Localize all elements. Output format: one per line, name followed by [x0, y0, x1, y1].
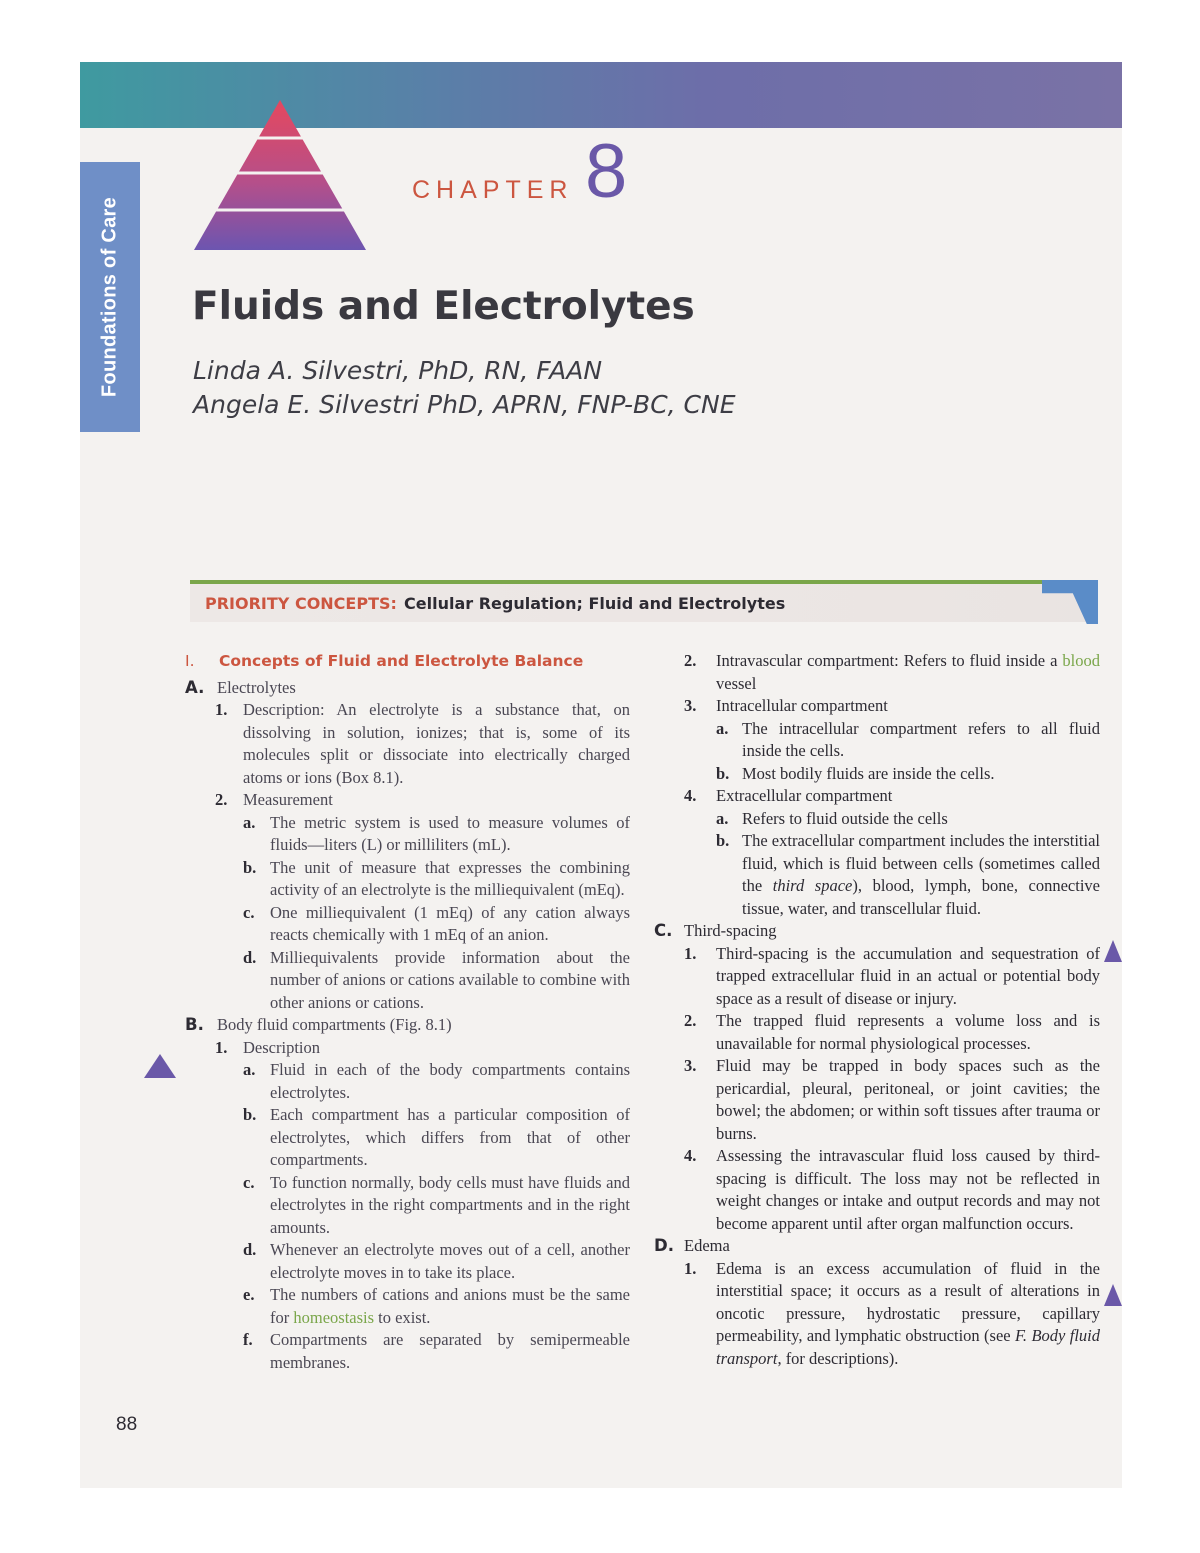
outline-item: b. The unit of measure that expresses the combining activity of an electrolyte is the milliequivalent (mEq).	[243, 857, 630, 899]
outline-item: d. Milliequivalents provide information about the number of anions or cations available to combine with other anions or cations.	[243, 947, 630, 1012]
outline-item: a. Refers to fluid outside the cells	[716, 808, 948, 828]
author-line: Linda A. Silvestri, PhD, RN, FAAN	[193, 356, 603, 385]
chapter-label: CHAPTER	[412, 176, 574, 204]
outline-item: 1. Edema is an excess accumulation of fluid in the interstitial space; it occurs as a result of alterations in oncotic pressure, hydrostatic pressure, capillary permeability, and lymphatic obstruction (see F. Body fluid transport, for descriptions).	[684, 1258, 1100, 1368]
pyramid-icon	[190, 98, 370, 252]
section-side-tab	[80, 162, 140, 432]
outline-item: 1. Description	[215, 1037, 320, 1057]
chapter-title: Fluids and Electrolytes	[192, 284, 695, 329]
priority-triangle-icon	[1104, 940, 1122, 962]
priority-concepts-label: PRIORITY CONCEPTS:	[205, 594, 397, 613]
outline-item: 3. Fluid may be trapped in body spaces such as the pericardial, pleural, peritoneal, or joint cavities; the bowel; the abdomen; or within soft tissues after trauma or burns.	[684, 1056, 1100, 1143]
outline-item: b. Most bodily fluids are inside the cells.	[716, 763, 995, 783]
outline-item: 2. Measurement	[215, 790, 333, 809]
outline-item: B. Body fluid compartments (Fig. 8.1)	[185, 1015, 452, 1034]
priority-triangle-icon	[1104, 1284, 1122, 1306]
outline-item: 1. Third-spacing is the accumulation and sequestration of trapped extracellular fluid in an actual or potential body space as a result of disease or injury.	[684, 943, 1100, 1008]
outline-item: 4. Assessing the intravascular fluid loss caused by third-spacing is difficult. The loss may not be reflected in weight changes or intake and output records and may not become apparent until after organ malfunction occurs.	[684, 1146, 1100, 1233]
priority-concepts-value: Cellular Regulation; Fluid and Electrolytes	[404, 594, 786, 613]
priority-triangle-icon	[144, 1054, 176, 1078]
outline-item: 2. Intravascular compartment: Refers to fluid inside a blood vessel	[684, 651, 1100, 693]
outline-item: D. Edema	[654, 1236, 730, 1255]
outline-item: a. The intracellular compartment refers to all fluid inside the cells.	[716, 718, 1100, 760]
outline-item: e. The numbers of cations and anions must be the same for homeostasis to exist.	[243, 1285, 630, 1327]
section-heading: I. Concepts of Fluid and Electrolyte Balance	[185, 652, 584, 670]
outline-item: b. The extracellular compartment includes the interstitial fluid, which is fluid between cells (sometimes called the third space), blood, lymph, bone, connective tissue, water, and transcellular fluid.	[716, 831, 1100, 918]
glossary-link-blood[interactable]: blood	[1062, 651, 1100, 670]
glossary-link-homeostasis[interactable]: homeostasis	[293, 1307, 375, 1327]
right-column	[654, 650, 1100, 1370]
outline-item: 1. Description: An electrolyte is a substance that, on dissolving in solution, ionizes; that is, some of its molecules split or dissociate into electrically charged atoms or ions (Box 8.1).	[215, 700, 630, 787]
outline-item: c. One milliequivalent (1 mEq) of any cation always reacts chemically with 1 mEq of an anion.	[243, 902, 630, 944]
chapter-number: 8	[585, 129, 628, 214]
outline-item: c. To function normally, body cells must have fluids and electrolytes in the right compartments and in the right amounts.	[243, 1172, 630, 1237]
outline-item: C. Third-spacing	[654, 921, 777, 940]
author-line: Angela E. Silvestri PhD, APRN, FNP-BC, CNE	[193, 390, 736, 419]
outline-item: a. The metric system is used to measure volumes of fluids—liters (L) or milliliters (mL).	[243, 812, 630, 854]
outline-item: 4. Extracellular compartment	[684, 786, 893, 805]
outline-item: a. Fluid in each of the body compartments contains electrolytes.	[243, 1060, 630, 1102]
outline-item: 3. Intracellular compartment	[684, 696, 888, 715]
outline-item: d. Whenever an electrolyte moves out of a cell, another electrolyte moves in to take its place.	[243, 1240, 630, 1282]
outline-item: 2. The trapped fluid represents a volume loss and is unavailable for normal physiological processes.	[684, 1011, 1100, 1053]
side-tab-label: Foundations of Care	[98, 196, 121, 398]
page-number: 88	[116, 1414, 138, 1435]
outline-item: b. Each compartment has a particular composition of electrolytes, which differs from that of other compartments.	[243, 1105, 630, 1169]
left-column	[185, 650, 630, 1374]
outline-item: f. Compartments are separated by semipermeable membranes.	[243, 1330, 630, 1372]
outline-item: A. Electrolytes	[185, 677, 296, 697]
